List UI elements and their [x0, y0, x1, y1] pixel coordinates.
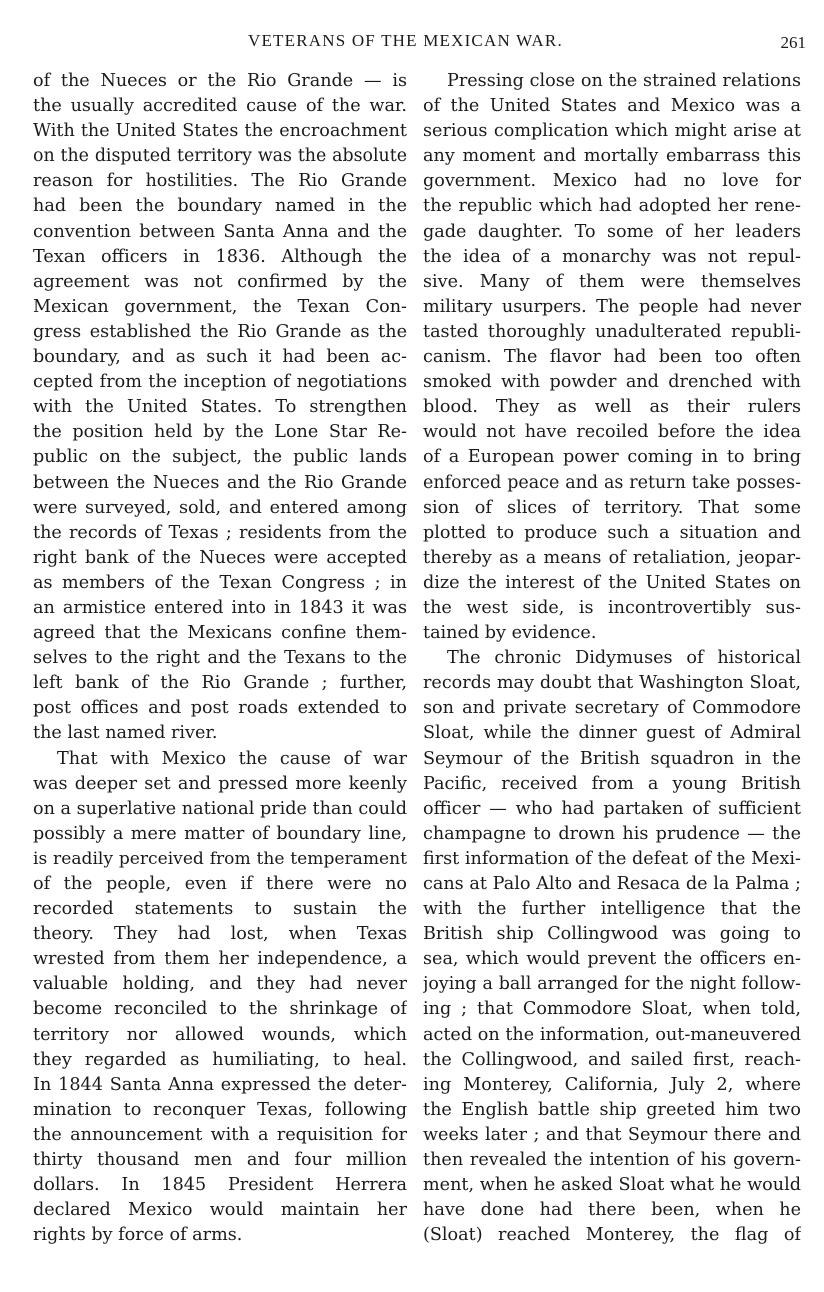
text-line: officer — who had partaken of sufficient: [423, 798, 801, 819]
text-line: first information of the defeat of the Mexi-: [423, 848, 801, 869]
text-line: blood. They as well as their rulers: [423, 397, 801, 418]
text-line: wrested from them her independence, a: [33, 949, 407, 970]
text-line: post offices and post roads extended to: [33, 698, 407, 719]
text-line: of the United States and Mexico was a: [423, 96, 801, 117]
text-line: records may doubt that Washington Sloat,: [423, 673, 801, 694]
text-line: as members of the Texan Congress ; in: [33, 572, 407, 593]
text-line: right bank of the Nueces were accepted: [33, 547, 407, 568]
text-line: With the United States the encroachment: [33, 121, 407, 142]
running-title: VETERANS OF THE MEXICAN WAR.: [248, 31, 563, 50]
text-line: smoked with powder and drenched with: [423, 372, 801, 393]
text-line: champagne to drown his prudence — the: [423, 823, 801, 844]
text-line: tasted thoroughly unadulterated republi-: [423, 321, 801, 342]
text-line: the usually accredited cause of the war.: [33, 96, 407, 117]
text-line: dize the interest of the United States on: [423, 572, 801, 593]
text-line: ing ; that Commodore Sloat, when told,: [423, 999, 801, 1020]
text-line: sive. Many of them were themselves: [423, 271, 801, 292]
text-line: become reconciled to the shrinkage of: [33, 999, 407, 1020]
left-column: [33, 69, 407, 1248]
text-line: (Sloat) reached Monterey, the flag of: [423, 1225, 801, 1246]
text-line: British ship Collingwood was going to: [423, 924, 801, 945]
text-line: with the further intelligence that the: [423, 899, 801, 920]
text-line: plotted to produce such a situation and: [423, 522, 801, 543]
text-line: an armistice entered into in 1843 it was: [33, 597, 407, 618]
text-line: serious complication which might arise at: [423, 121, 801, 142]
text-line: enforced peace and as return take posses-: [423, 472, 801, 493]
text-line: ing Monterey, California, July 2, where: [423, 1074, 801, 1095]
text-line: on a superlative national pride than could: [33, 798, 407, 819]
text-line: recorded statements to sustain the: [33, 899, 407, 920]
text-line: theory. They had lost, when Texas: [33, 924, 407, 945]
right-column: [423, 69, 801, 1248]
text-line: weeks later ; and that Seymour there and: [423, 1124, 801, 1145]
text-line: the republic which had adopted her rene-: [423, 196, 801, 217]
text-line: thirty thousand men and four million: [33, 1150, 407, 1171]
text-line: valuable holding, and they had never: [33, 974, 407, 995]
text-line: of the people, even if there were no: [33, 874, 407, 894]
text-line: cepted from the inception of negotiations: [33, 372, 407, 393]
text-line: canism. The flavor had been too often: [423, 347, 801, 368]
text-line: son and private secretary of Commodore: [423, 698, 801, 719]
text-line: Mexican government, the Texan Con-: [33, 296, 407, 317]
text-line: declared Mexico would maintain her: [33, 1200, 407, 1221]
text-line: boundary, and as such it had been ac-: [33, 347, 407, 368]
text-line: dollars. In 1845 President Herrera: [33, 1175, 407, 1196]
text-line: the announcement with a requisition for: [33, 1124, 407, 1145]
text-line: is readily perceived from the temperament: [33, 848, 407, 869]
text-line: was deeper set and pressed more keenly: [33, 773, 407, 794]
text-line: rights by force of arms.: [33, 1225, 243, 1246]
text-line: In 1844 Santa Anna expressed the deter-: [33, 1074, 407, 1095]
text-line: public on the subject, the public lands: [33, 447, 407, 468]
text-line: have done had there been, when he: [423, 1200, 801, 1221]
text-line: between the Nueces and the Rio Grande: [33, 472, 407, 493]
text-line: of a European power coming in to bring: [423, 447, 801, 468]
text-line: the idea of a monarchy was not repul-: [423, 246, 801, 267]
text-line: the last named river.: [33, 723, 218, 744]
text-line: convention between Santa Anna and the: [33, 221, 407, 242]
text-line: military usurpers. The people had never: [423, 296, 801, 317]
text-line: would not have recoiled before the idea: [423, 422, 801, 443]
paragraph-start-line: The chronic Didymuses of historical: [447, 648, 801, 669]
text-line: Texan officers in 1836. Although the: [33, 246, 407, 267]
text-line: were surveyed, sold, and entered among: [33, 497, 407, 518]
text-line: had been the boundary named in the: [33, 196, 407, 217]
page-number: 261: [780, 33, 806, 52]
text-line: Seymour of the British squadron in the: [423, 748, 801, 769]
text-line: the English battle ship greeted him two: [423, 1099, 801, 1120]
text-line: government. Mexico had no love for: [423, 171, 801, 192]
paragraph-start-line: That with Mexico the cause of war: [57, 748, 407, 769]
text-line: gress established the Rio Grande as the: [33, 321, 407, 342]
text-line: with the United States. To strengthen: [33, 397, 407, 418]
text-line: left bank of the Rio Grande ; further,: [33, 673, 407, 694]
text-line: on the disputed territory was the absolute: [33, 146, 407, 167]
text-line: joying a ball arranged for the night follow-: [423, 974, 801, 995]
text-line: the Collingwood, and sailed first, reach-: [423, 1049, 801, 1070]
text-line: then revealed the intention of his govern-: [423, 1150, 801, 1171]
text-line: Pacific, received from a young British: [423, 773, 801, 794]
text-line: they regarded as humiliating, to heal.: [33, 1049, 407, 1070]
text-line: selves to the right and the Texans to the: [33, 648, 407, 669]
text-line: tained by evidence.: [423, 623, 597, 644]
text-line: the records of Texas ; residents from the: [33, 522, 407, 543]
text-line: the position held by the Lone Star Re-: [33, 422, 407, 443]
text-line: ment, when he asked Sloat what he would: [423, 1175, 801, 1196]
text-line: territory nor allowed wounds, which: [33, 1024, 407, 1045]
text-line: agreed that the Mexicans confine them-: [33, 623, 407, 644]
text-line: thereby as a means of retaliation, jeopar-: [423, 547, 801, 568]
text-line: of the Nueces or the Rio Grande — is: [33, 71, 407, 91]
text-line: possibly a mere matter of boundary line,: [33, 823, 407, 844]
text-line: Sloat, while the dinner guest of Admiral: [423, 723, 801, 744]
text-line: gade daughter. To some of her leaders: [423, 221, 801, 242]
text-line: agreement was not confirmed by the: [33, 271, 407, 292]
text-line: sion of slices of territory. That some: [423, 497, 801, 518]
text-line: the west side, is incontrovertibly sus-: [423, 597, 801, 618]
text-line: acted on the information, out-maneuvered: [423, 1024, 801, 1045]
text-line: cans at Palo Alto and Resaca de la Palma ;: [423, 874, 801, 894]
page-header: [0, 31, 824, 55]
paragraph-start-line: Pressing close on the strained relations: [447, 71, 801, 91]
text-line: reason for hostilities. The Rio Grande: [33, 171, 407, 192]
text-line: sea, which would prevent the officers en-: [423, 949, 801, 970]
text-line: mination to reconquer Texas, following: [33, 1099, 407, 1120]
text-line: any moment and mortally embarrass this: [423, 146, 801, 167]
